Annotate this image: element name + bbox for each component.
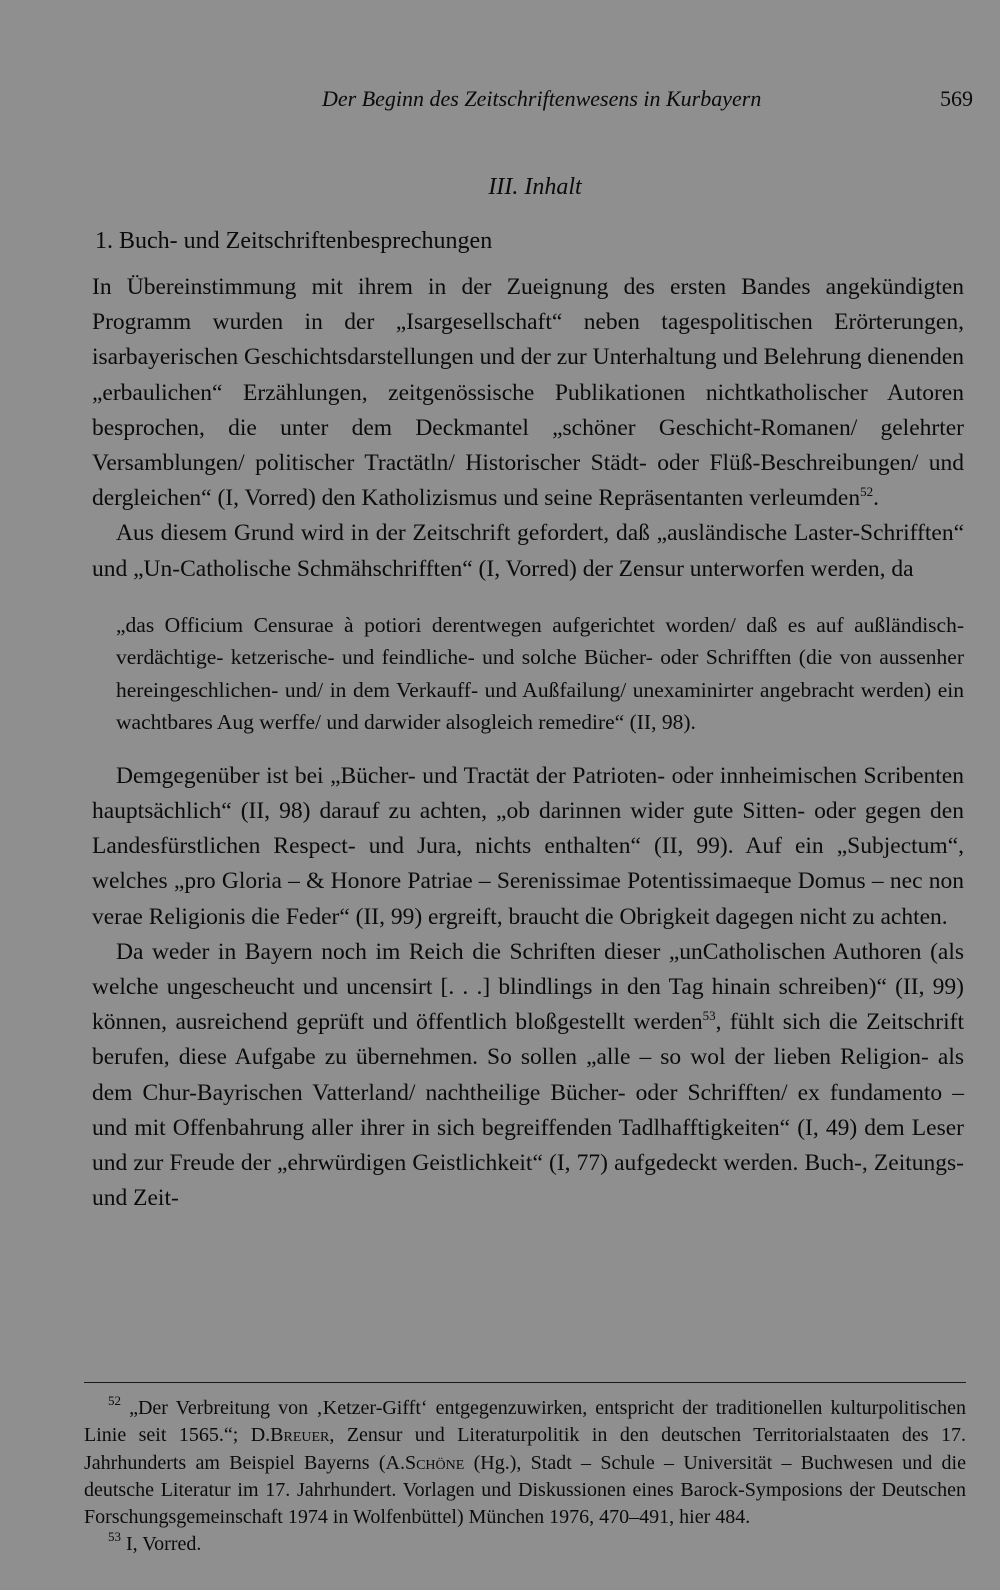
subsection-title: 1. Buch- und Zeitschriftenbesprechungen	[95, 228, 493, 254]
paragraph-1	[92, 270, 964, 516]
paragraph-4-text: Da weder in Bayern noch im Reich die Schriften dieser „unCatholischen Authoren (als welche ungescheucht und uncensirt [. . .] blindlings in den Tag hinain schreiben)“ (II, 99) können, ausreichend geprüft und öffentlich bloßgestellt werden	[92, 938, 964, 1036]
footnote-divider	[84, 1382, 966, 1383]
section-title: III. Inhalt	[488, 174, 582, 200]
block-quote: „das Officium Censurae à potiori derentwegen aufgerichtet worden/ daß es auf außländisch- verdächtige- ketzerische- und feindliche- und solche Bücher- oder Schrifften (die von aussenher hereingeschlichen- und/ in dem Verkauff- und Außfailung/ unexaminirter angebracht werden) ein wachtbares Aug werffe/ und darwider alsogleich remedire“ (II, 98).	[116, 612, 964, 735]
footnote-53	[84, 1531, 966, 1558]
footnote-number-52: 52	[108, 1393, 121, 1408]
body-text	[92, 270, 964, 1216]
footnotes	[84, 1395, 966, 1559]
page-header	[0, 86, 1000, 120]
footnote-ref-52[interactable]: 52	[860, 484, 874, 500]
footnote-52-text-2: , Zensur und Literaturpolitik in den deutschen Territorialstaaten des 17. Jahrhunderts am Beispiel Bayerns (A.	[84, 1424, 966, 1474]
paragraph-4-end: , fühlt sich die Zeitschrift berufen, diese Aufgabe zu übernehmen. So sollen „alle – so wol der lieben Religion- als dem Chur-Bayrischen Vatterland/ nachtheilige Bücher- oder Schrifften/ ex fundamento – und mit Offenbahrung aller ihrer in sich begreiffenden Tadlhafftigkeiten“ (I, 49) dem Leser und zur Freude der „ehrwürdigen Geistlichkeit“ (I, 77) aufgedeckt werden. Buch-, Zeitungs- und Zeit-	[92, 1009, 964, 1212]
footnote-52-author-1: Breuer	[270, 1424, 330, 1447]
footnote-52-text-3: (Hg.), Stadt – Schule – Universität – Buchwesen und die deutsche Literatur im 17. Jahrhundert. Vorlagen und Diskussionen eines Barock-Symposions der Deutschen Forschungsgemeinschaft 1974 in Wolfenbüttel) München 1976, 470–491, hier 484.	[84, 1451, 966, 1529]
footnote-52-text-1: „Der Verbreitung von ‚Ketzer-Gifft‘ entgegenzuwirken, entspricht der traditionellen kulturpolitischen Linie seit 1565.“; D.	[84, 1397, 966, 1447]
running-title: Der Beginn des Zeitschriftenwesens in Kurbayern	[322, 86, 762, 111]
paragraph-3: Demgegenüber ist bei „Bücher- und Tractät der Patrioten- oder innheimischen Scribenten hauptsächlich“ (II, 98) darauf zu achten, „ob darinnen wider gute Sitten- oder gegen den Landesfürstlichen Respect- und Jura, nichts enthalten“ (II, 99). Auf ein „Subjectum“, welches „pro Gloria – & Honore Patriae – Serenissimae Potentissimaeque Domus – nec non verae Religionis die Feder“ (II, 99) ergreift, braucht die Obrigkeit dagegen nicht zu achten.	[92, 762, 964, 930]
footnote-52	[84, 1395, 966, 1531]
footnote-52-author-2: Schöne	[404, 1451, 465, 1474]
footnote-number-53: 53	[108, 1529, 121, 1545]
footnote-ref-53[interactable]: 53	[702, 1008, 716, 1024]
paragraph-4	[92, 935, 964, 1217]
page-number: 569	[940, 86, 973, 111]
paragraph-2: Aus diesem Grund wird in der Zeitschrift gefordert, daß „ausländische Laster-Schrifften“ und „Un-Catholische Schmähschrifften“ (I, Vorred) der Zensur unterworfen werden, da	[92, 520, 964, 582]
footnote-53-text: I, Vorred.	[121, 1533, 202, 1556]
paragraph-1-end: .	[873, 485, 879, 512]
paragraph-1-text: In Übereinstimmung mit ihrem in der Zueignung des ersten Bandes angekündigten Programm wurden in der „Isargesellschaft“ neben tagespolitischen Erörterungen, isarbayerischen Geschichtsdarstellungen und der zur Unterhaltung und Belehrung dienenden „erbaulichen“ Erzählungen, zeitgenössische Publikationen nichtkatholischer Autoren besprochen, die unter dem Deckmantel „schöner Geschicht-Romanen/ gelehrter Versamblungen/ politischer Tractätln/ Historischer Städt- oder Flüß-Beschreibungen/ und dergleichen“ (I, Vorred) den Katholizismus und seine Repräsentanten verleumden	[92, 274, 964, 512]
